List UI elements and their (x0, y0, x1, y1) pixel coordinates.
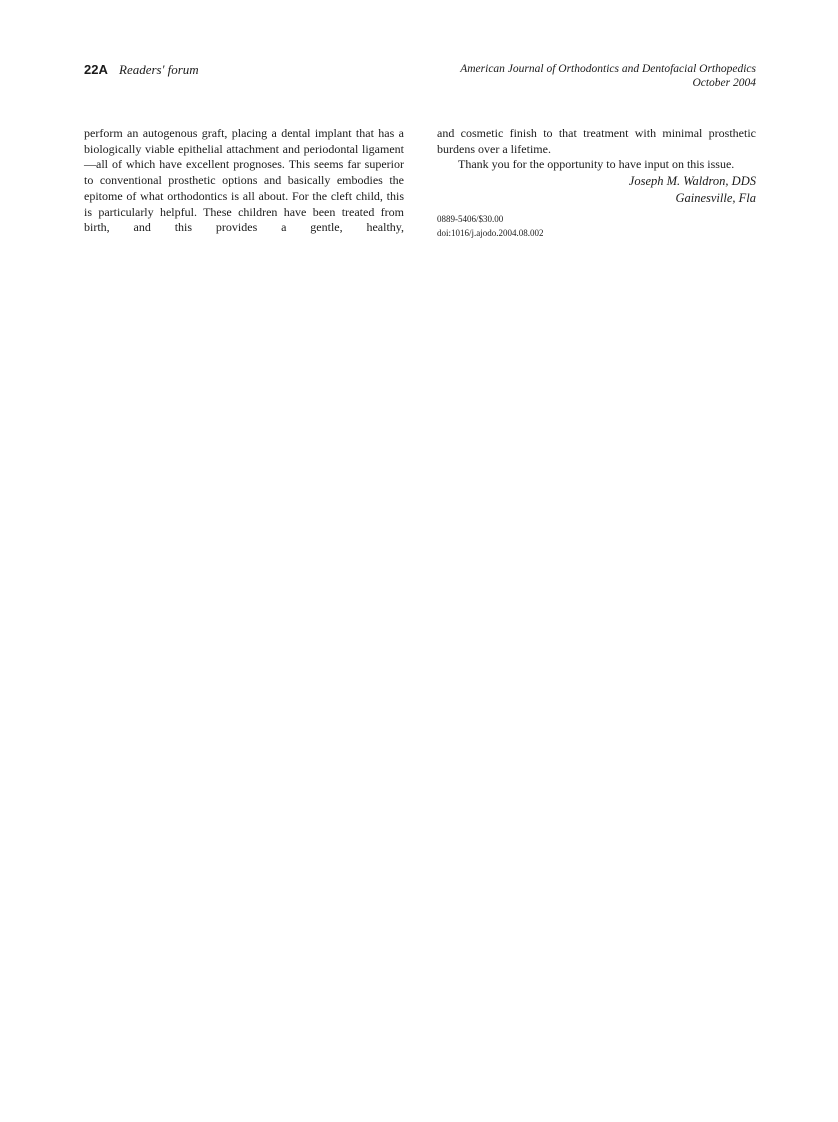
author-name: Joseph M. Waldron, DDS (628, 174, 756, 189)
section-title: Readers' forum (119, 62, 199, 77)
right-column (437, 126, 756, 240)
body-paragraph: and cosmetic finish to that treatment with minimal prosthetic burdens over a lifetime. (437, 126, 756, 156)
doi-link[interactable]: doi:1016/j.ajodo.2004.08.002 (437, 227, 544, 238)
issue-date: October 2004 (692, 76, 756, 89)
article-meta (437, 213, 756, 240)
body-paragraph: perform an autogenous graft, placing a dental implant that has a biologically viable epithelial attachment and periodontal ligament—all of which have excellent prognoses. This seems far superior to conventional prosthetic options and basically embodies the epitome of what orthodontics is all about. For the cleft child, this is particularly helpful. These children have been treated from birth, and this provides a gentle, healthy, (84, 126, 404, 235)
closing-paragraph: Thank you for the opportunity to have input on this issue. (458, 157, 735, 172)
journal-citation (460, 63, 756, 90)
price-code: 0889-5406/$30.00 (437, 214, 504, 225)
left-column (84, 126, 404, 236)
page-number: 22A (84, 62, 108, 77)
author-location: Gainesville, Fla (675, 190, 756, 205)
journal-title: American Journal of Orthodontics and Dentofacial Orthopedics (460, 63, 756, 75)
signature-block (437, 173, 756, 206)
running-header (84, 62, 756, 94)
